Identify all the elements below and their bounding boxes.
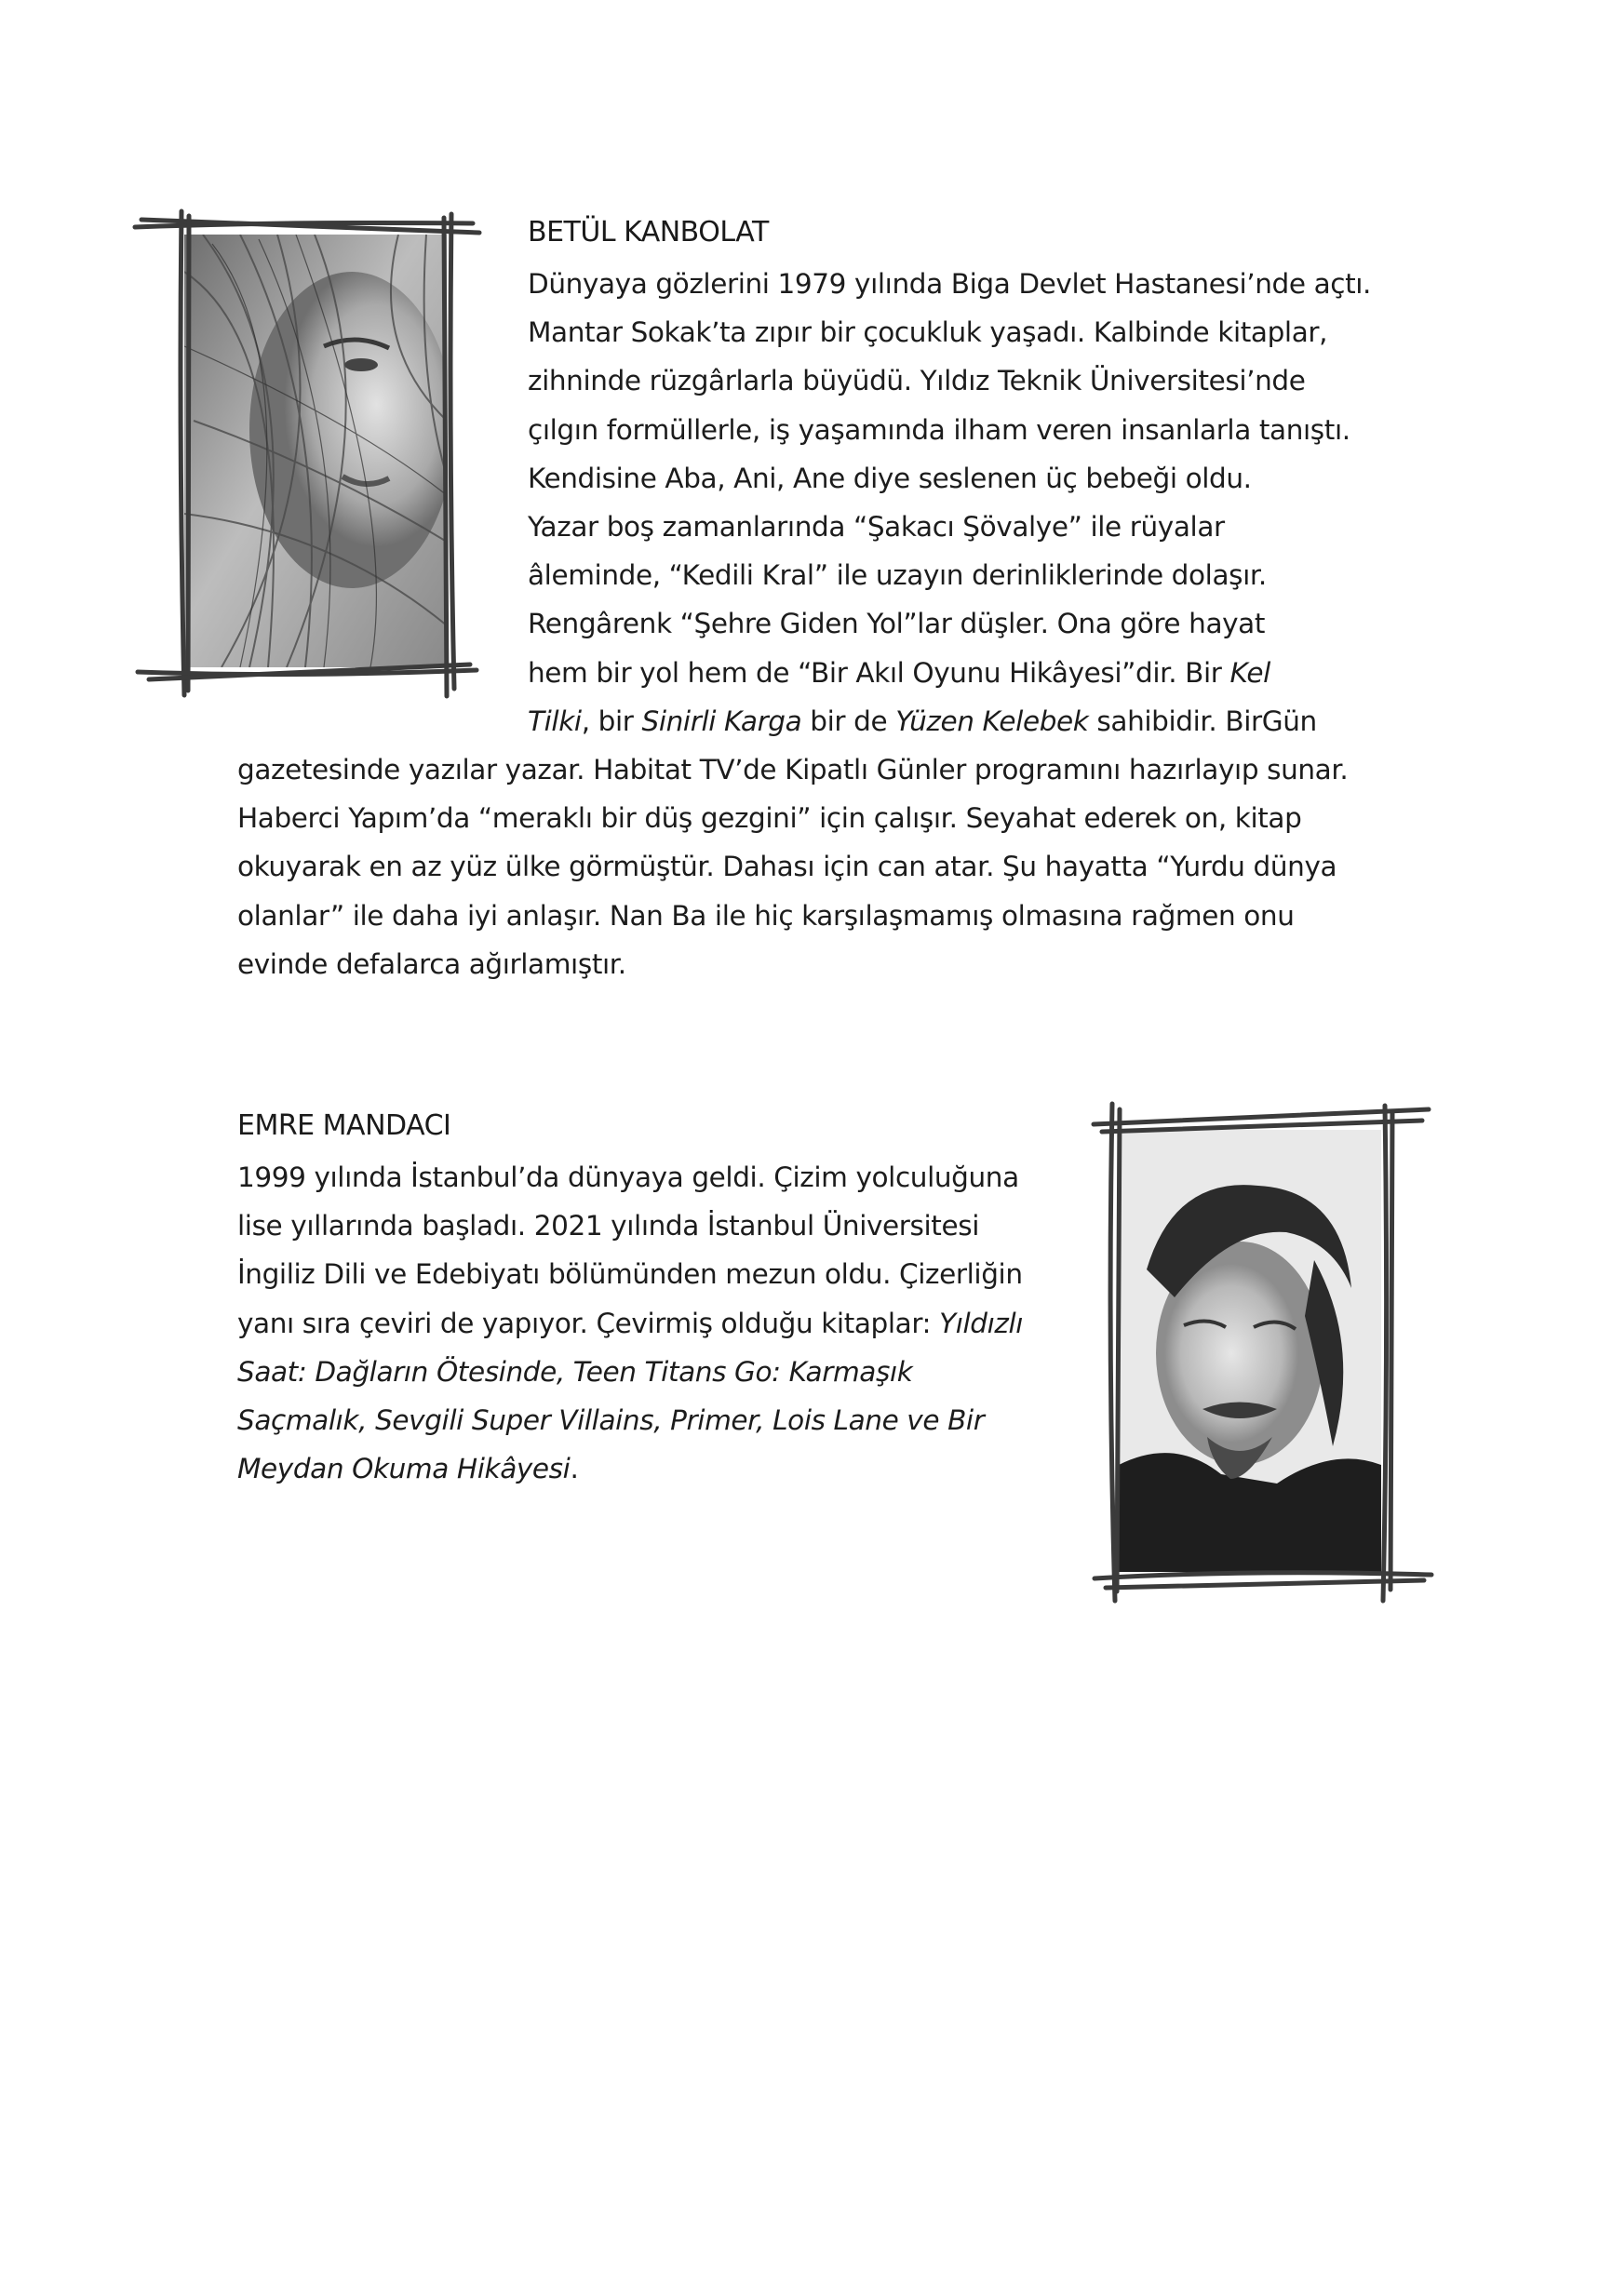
bio-line bbox=[528, 463, 1252, 494]
bio-line bbox=[528, 705, 1317, 737]
text-run: gazetesinde yazılar yazar. Habitat TV’de Kipatlı Günler programını hazırlayıp sunar. bbox=[237, 754, 1349, 785]
bio-line bbox=[528, 511, 1225, 543]
text-run: Rengârenk “Şehre Giden Yol”lar düşler. Ona göre hayat bbox=[528, 608, 1266, 640]
italic-text: Yüzen Kelebek bbox=[895, 705, 1089, 737]
text-run: . bbox=[570, 1453, 579, 1485]
text-run: 1999 yılında İstanbul’da dünyaya geldi. Çizim yolculuğuna bbox=[237, 1161, 1019, 1193]
bio-line bbox=[237, 802, 1301, 834]
text-run: Dünyaya gözlerini 1979 yılında Biga Devlet Hastanesi’nde açtı. bbox=[528, 268, 1372, 300]
text-run: , bir bbox=[581, 705, 642, 737]
bio-line bbox=[237, 1161, 1019, 1193]
bio-line bbox=[237, 1356, 912, 1388]
text-run: Yazar boş zamanlarında “Şakacı Şövalye” ile rüyalar bbox=[528, 511, 1225, 543]
bio-line bbox=[528, 365, 1305, 396]
author-name-betul: BETÜL KANBOLAT bbox=[528, 216, 769, 248]
bio-line bbox=[237, 851, 1337, 882]
sketch-frame-icon bbox=[1089, 1098, 1433, 1605]
text-run: zihninde rüzgârlarla büyüdü. Yıldız Teknik Üniversitesi’nde bbox=[528, 365, 1306, 397]
bio-line bbox=[237, 1404, 984, 1436]
text-run: okuyarak en az yüz ülke görmüştür. Dahası için can atar. Şu hayatta “Yurdu dünya bbox=[237, 851, 1337, 883]
italic-text: Kel bbox=[1229, 656, 1270, 689]
bio-line bbox=[237, 1453, 578, 1484]
bio-line bbox=[237, 948, 626, 980]
text-run: Mantar Sokak’ta zıpır bir çocukluk yaşadı. Kalbinde kitaplar, bbox=[528, 316, 1328, 349]
bio-line bbox=[528, 316, 1327, 348]
italic-text: Saçmalık, Sevgili Super Villains, Primer, Lois Lane ve Bir bbox=[237, 1404, 985, 1436]
author-photo-frame-emre bbox=[1089, 1098, 1433, 1605]
italic-text: Saat: Dağların Ötesinde, Teen Titans Go: Karmaşık bbox=[237, 1355, 913, 1388]
text-run: İngiliz Dili ve Edebiyatı bölümünden mezun oldu. Çizerliğin bbox=[237, 1258, 1023, 1291]
text-run: Kendisine Aba, Ani, Ane diye seslenen üç bebeği oldu. bbox=[528, 462, 1252, 494]
sketch-frame-icon bbox=[130, 207, 484, 700]
text-run: sahibidir. BirGün bbox=[1088, 705, 1317, 737]
italic-text: Meydan Okuma Hikâyesi bbox=[237, 1453, 571, 1485]
italic-text: Tilki bbox=[528, 705, 582, 737]
text-run: çılgın formüllerle, iş yaşamında ilham veren insanlarla tanıştı. bbox=[528, 413, 1350, 446]
text-run: Haberci Yapım’da “meraklı bir düş gezgini” için çalışır. Seyahat ederek on, kitap bbox=[237, 802, 1302, 835]
text-run: âleminde, “Kedili Kral” ile uzayın derinliklerinde dolaşır. bbox=[528, 559, 1267, 592]
text-run: olanlar” ile daha iyi anlaşır. Nan Ba ile hiç karşılaşmamış olmasına rağmen onu bbox=[237, 899, 1295, 932]
italic-text: Sinirli Karga bbox=[641, 705, 802, 737]
text-run: bir de bbox=[801, 705, 896, 737]
bio-line bbox=[528, 608, 1265, 639]
author-name-emre: EMRE MANDACI bbox=[237, 1109, 451, 1142]
bio-line bbox=[237, 1258, 1023, 1290]
bio-line bbox=[237, 1308, 1023, 1339]
bio-line bbox=[528, 268, 1371, 300]
text-run: lise yıllarında başladı. 2021 yılında İstanbul Üniversitesi bbox=[237, 1210, 979, 1242]
bio-line bbox=[528, 559, 1267, 591]
bio-line bbox=[528, 414, 1350, 446]
bio-line bbox=[237, 754, 1348, 785]
bio-line bbox=[528, 657, 1270, 689]
bio-line bbox=[237, 1210, 979, 1242]
italic-text: Yıldızlı bbox=[939, 1307, 1024, 1339]
text-run: evinde defalarca ağırlamıştır. bbox=[237, 947, 626, 980]
text-run: hem bir yol hem de “Bir Akıl Oyunu Hikâyesi”dir. Bir bbox=[528, 656, 1230, 689]
text-run: yanı sıra çeviri de yapıyor. Çevirmiş olduğu kitaplar: bbox=[237, 1307, 940, 1339]
bio-line bbox=[237, 900, 1295, 932]
author-photo-frame-betul bbox=[130, 207, 484, 700]
